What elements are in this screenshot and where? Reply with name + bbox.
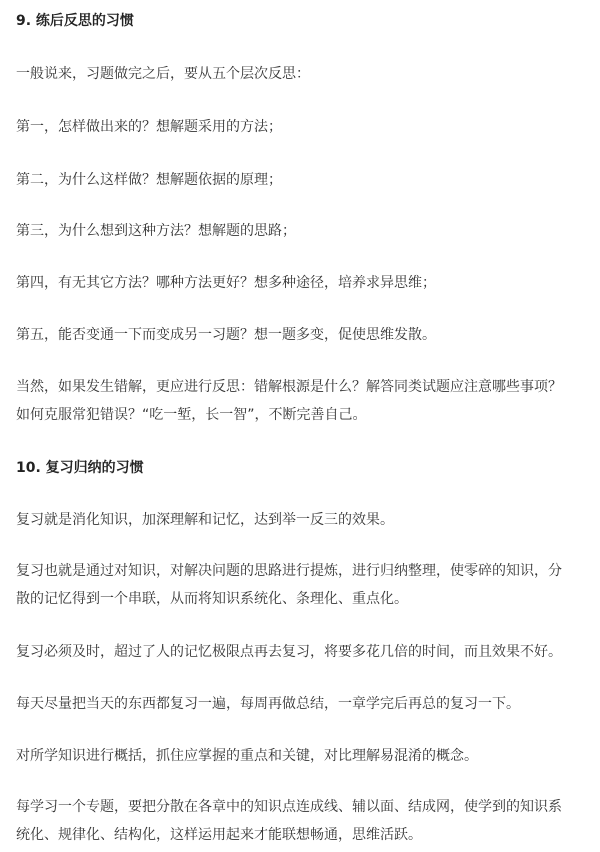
section-10-heading: 10. 复习归纳的习惯 <box>16 460 144 476</box>
section-10-paragraph-2-line-1: 复习也就是通过对知识，对解决问题的思路进行提炼，进行归纳整理，使零碎的知识，分 <box>16 563 562 579</box>
section-9-heading: 9. 练后反思的习惯 <box>16 13 134 29</box>
section-10-paragraph-6-line-2: 统化、规律化、结构化，这样运用起来才能联想畅通，思维活跃。 <box>16 827 422 843</box>
section-10-paragraph-1: 复习就是消化知识，加深理解和记忆，达到举一反三的效果。 <box>16 512 394 528</box>
section-10-paragraph-6-line-1: 每学习一个专题，要把分散在各章中的知识点连成线、辅以面、结成网，使学到的知识系 <box>16 799 562 815</box>
section-9-conclusion-line-1: 当然，如果发生错解，更应进行反思：错解根源是什么？解答同类试题应注意哪些事项？ <box>16 379 562 395</box>
reflection-point-5: 第五，能否变通一下而变成另一习题？想一题多变，促使思维发散。 <box>16 327 436 343</box>
reflection-point-3: 第三，为什么想到这种方法？想解题的思路； <box>16 223 296 239</box>
section-9-intro: 一般说来，习题做完之后，要从五个层次反思： <box>16 66 310 82</box>
section-10-paragraph-4: 每天尽量把当天的东西都复习一遍，每周再做总结，一章学完后再总的复习一下。 <box>16 696 520 712</box>
section-10-paragraph-5: 对所学知识进行概括，抓住应掌握的重点和关键，对比理解易混淆的概念。 <box>16 748 478 764</box>
section-10-paragraph-3: 复习必须及时，超过了人的记忆极限点再去复习，将要多花几倍的时间，而且效果不好。 <box>16 644 562 660</box>
section-9-conclusion-line-2: 如何克服常犯错误？“吃一堑，长一智”，不断完善自己。 <box>16 407 367 423</box>
section-10-paragraph-2-line-2: 散的记忆得到一个串联，从而将知识系统化、条理化、重点化。 <box>16 591 408 607</box>
reflection-point-2: 第二，为什么这样做？想解题依据的原理； <box>16 172 282 188</box>
reflection-point-1: 第一，怎样做出来的？想解题采用的方法； <box>16 119 282 135</box>
reflection-point-4: 第四，有无其它方法？哪种方法更好？想多种途径，培养求异思维； <box>16 275 436 291</box>
